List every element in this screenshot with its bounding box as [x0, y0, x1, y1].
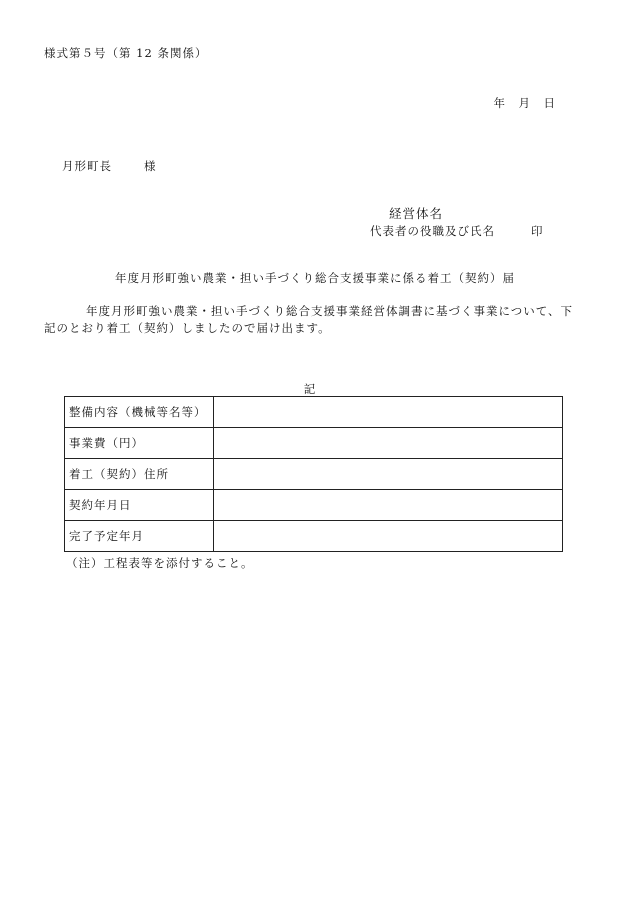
representative-label: 代表者の役職及び氏名: [370, 224, 495, 238]
table-row: [65, 397, 563, 428]
addressee-honorific: 様: [144, 159, 157, 173]
note: （注）工程表等を添付すること。: [66, 556, 254, 570]
seal-mark: 印: [531, 224, 544, 238]
addressee-name: 月形町長: [62, 159, 112, 173]
row-label-address: 着工（契約）住所: [65, 459, 214, 490]
row-value-contract-date[interactable]: [214, 490, 563, 521]
ki-heading: 記: [303, 382, 317, 396]
addressee: [62, 158, 157, 174]
body-text: 年度月形町強い農業・担い手づくり総合支援事業経営体調書に基づく事業について、下記のとおり着工（契約）しましたので届け出ます。: [44, 304, 574, 335]
detail-table: [64, 396, 563, 552]
row-label-contract-date: 契約年月日: [65, 490, 214, 521]
row-value-project-cost[interactable]: [214, 428, 563, 459]
row-value-equipment[interactable]: [214, 397, 563, 428]
row-value-address[interactable]: [214, 459, 563, 490]
table-row: [65, 428, 563, 459]
row-label-project-cost: 事業費（円）: [65, 428, 214, 459]
table-row: [65, 521, 563, 552]
document-title: 年度月形町強い農業・担い手づくり総合支援事業に係る着工（契約）届: [115, 271, 515, 285]
row-label-completion-date: 完了予定年月: [65, 521, 214, 552]
row-value-completion-date[interactable]: [214, 521, 563, 552]
table-row: [65, 490, 563, 521]
representative-line: [370, 223, 544, 239]
org-name-label: 経営体名: [389, 206, 444, 221]
row-label-equipment: 整備内容（機械等名等）: [65, 397, 214, 428]
form-number: 様式第５号（第 12 条関係）: [44, 46, 208, 60]
date-line: 年 月 日: [493, 96, 556, 110]
table-row: [65, 459, 563, 490]
